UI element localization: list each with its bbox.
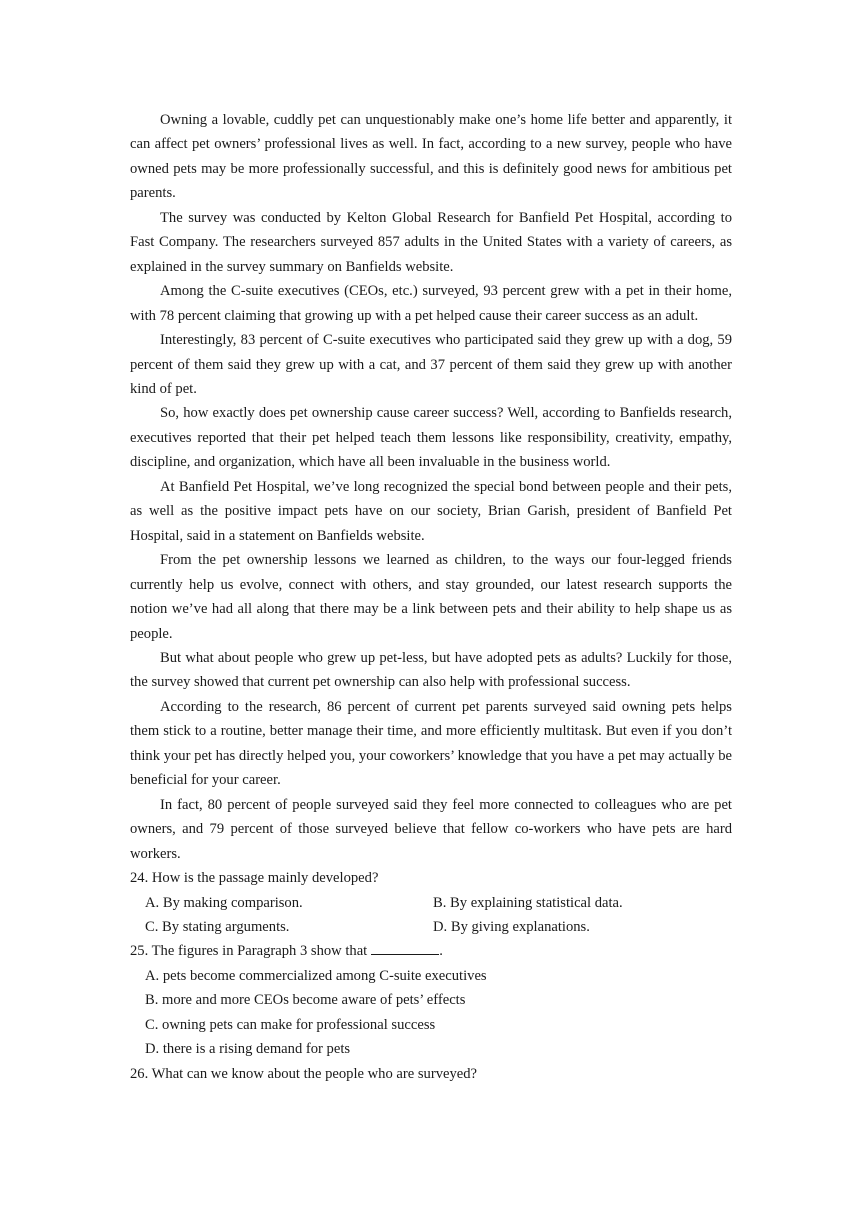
question-24-options-row-1 xyxy=(130,891,732,915)
passage-paragraph-7: From the pet ownership lessons we learned as children, to the ways our four-legged friends currently help us evolve, connect with others, and stay grounded, our latest research supports the notion we’ve had all along that there may be a link between pets and their ability to help shape us as people. xyxy=(130,552,732,642)
question-26 xyxy=(130,1062,732,1086)
question-24-option-c[interactable]: C. By stating arguments. xyxy=(145,918,290,935)
question-26-stem: 26. What can we know about the people who are surveyed? xyxy=(130,1065,478,1082)
question-25-option-d[interactable]: D. there is a rising demand for pets xyxy=(145,1041,351,1058)
question-25-option-c[interactable]: C. owning pets can make for professional success xyxy=(145,1016,436,1033)
passage-paragraph-5: So, how exactly does pet ownership cause career success? Well, according to Banfields research, executives reported that their pet helped teach them lessons like responsibility, creativity, empathy, discipline, and organization, which have all been invaluable in the business world. xyxy=(130,405,732,471)
question-25-option-a[interactable]: A. pets become commercialized among C-suite executives xyxy=(145,967,487,984)
passage-paragraph-2: The survey was conducted by Kelton Global Research for Banfield Pet Hospital, according to Fast Company. The researchers surveyed 857 adults in the United States with a variety of careers, as explained in the survey summary on Banfields website. xyxy=(130,209,732,275)
answer-blank xyxy=(371,940,439,955)
question-25-stem: 25. The figures in Paragraph 3 show that xyxy=(130,943,368,960)
question-25-option-b[interactable]: B. more and more CEOs become aware of pets’ effects xyxy=(145,992,466,1009)
passage-paragraph-6: At Banfield Pet Hospital, we’ve long recognized the special bond between people and their pets, as well as the positive impact pets have on our society, Brian Garish, president of Banfield Pet Hospital, said in a statement on Banfields website. xyxy=(130,478,732,544)
passage-paragraph-1: Owning a lovable, cuddly pet can unquestionably make one’s home life better and apparently, it can affect pet owners’ professional lives as well. In fact, according to a new survey, people who have owned pets may be more professionally successful, and this is definitely good news for ambitious pet parents. xyxy=(130,112,732,202)
passage-paragraph-8: But what about people who grew up pet-less, but have adopted pets as adults? Luckily for those, the survey showed that current pet ownership can also help with professional success. xyxy=(130,649,732,691)
question-24-options-row-2 xyxy=(130,915,732,939)
question-24-option-d[interactable]: D. By giving explanations. xyxy=(433,918,590,935)
question-24 xyxy=(130,866,732,939)
document-page xyxy=(130,108,732,1086)
question-25 xyxy=(130,939,732,1061)
question-24-stem: 24. How is the passage mainly developed? xyxy=(130,870,379,887)
passage-paragraph-4: Interestingly, 83 percent of C-suite executives who participated said they grew up with a dog, 59 percent of them said they grew up with a cat, and 37 percent of them said they grew up with another kind of pet. xyxy=(130,332,732,397)
question-24-option-a[interactable]: A. By making comparison. xyxy=(145,894,303,911)
passage-paragraph-10: In fact, 80 percent of people surveyed said they feel more connected to colleagues who are pet owners, and 79 percent of those surveyed believe that fellow co-workers who have pets are hard workers. xyxy=(130,796,732,862)
passage-paragraph-9: According to the research, 86 percent of current pet parents surveyed said owning pets helps them stick to a routine, better manage their time, and more efficiently multitask. But even if you don’t think your pet has directly helped you, your coworkers’ knowledge that you have a pet may actually be beneficial for your career. xyxy=(130,698,732,789)
question-24-option-b[interactable]: B. By explaining statistical data. xyxy=(433,894,623,911)
passage-paragraph-3: Among the C-suite executives (CEOs, etc.) surveyed, 93 percent grew with a pet in their home, with 78 percent claiming that growing up with a pet helped cause their career success as an adult. xyxy=(130,283,732,324)
question-25-stem-line: 25. The figures in Paragraph 3 show that . xyxy=(130,939,732,963)
